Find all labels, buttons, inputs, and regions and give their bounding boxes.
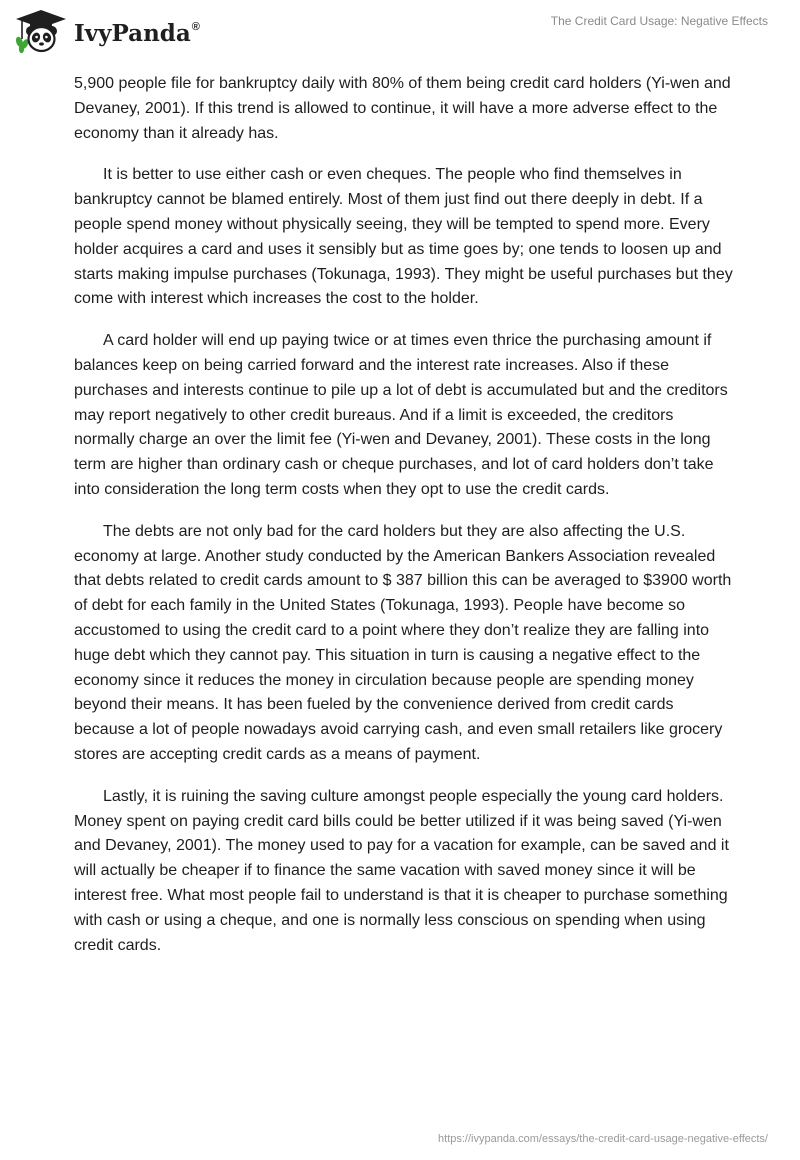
registered-mark: ® <box>191 20 200 33</box>
ivypanda-logo[interactable] <box>14 8 200 54</box>
paragraph-1: 5,900 people file for bankruptcy daily with 80% of them being credit card holders (Yi-wen and Devaney, 2001). If this trend is allowed to continue, it will have a more adverse effect to the economy than it already has. <box>74 75 731 142</box>
paragraph-2: It is better to use either cash or even cheques. The people who find themselves in bankruptcy cannot be blamed entirely. Most of them just find out there deeply in debt. If a people spend money without physically seeing, they will be tempted to spend more. Every holder acquires a card and uses it sensibly but as time goes by; one tends to loosen up and starts making impulse purchases (Tokunaga, 1993). They might be useful purchases but they come with interest which increases the cost to the holder. <box>74 166 733 308</box>
brand-name: IvyPanda <box>74 19 191 47</box>
panda-graduate-icon <box>14 8 68 54</box>
source-url-link[interactable]: https://ivypanda.com/essays/the-credit-card-usage-negative-effects/ <box>438 1133 768 1145</box>
essay-body <box>74 72 734 975</box>
logo-wordmark <box>74 20 200 47</box>
paragraph-5: Lastly, it is ruining the saving culture amongst people especially the young card holders. Money spent on paying credit card bills could be better utilized if it was being saved (Yi-wen and Devaney, 2001). The money used to pay for a vacation for example, can be saved and it will actually be cheaper if to finance the same vacation with saved money since it will be interest free. What most people fail to understand is that it is cheaper to purchase something with cash or using a cheque, and one is normally less conscious on spending when using credit cards. <box>74 787 729 954</box>
paragraph-3: A card holder will end up paying twice or at times even thrice the purchasing amount if balances keep on being carried forward and the interest rate increases. Also if these purchases and interests continue to pile up a lot of debt is accumulated but and the creditors may report negatively to other credit bureaus. And if a limit is exceeded, the creditors normally charge an over the limit fee (Yi-wen and Devaney, 2001). These costs in the long term are higher than ordinary cash or cheque purchases, and lot of card holders don’t take into consideration the long term costs when they opt to use the credit cards. <box>74 332 728 498</box>
page-header <box>0 0 800 64</box>
document-title: The Credit Card Usage: Negative Effects <box>550 14 768 28</box>
paragraph-4: The debts are not only bad for the card holders but they are also affecting the U.S. economy at large. Another study conducted by the American Bankers Association revealed that debts related to credit cards amount to $ 387 billion this can be averaged to $3900 worth of debt for each family in the United States (Tokunaga, 1993). People have become so accustomed to using the credit card to a point where they don’t realize they are falling into huge debt which they cannot pay. This situation in turn is causing a negative effect to the economy since it reduces the money in circulation because people are spending money beyond their means. It has been fueled by the convenience derived from credit cards because a lot of people nowadays avoid carrying cash, and even small retailers like grocery stores are accepting credit cards as a means of payment. <box>74 522 732 763</box>
